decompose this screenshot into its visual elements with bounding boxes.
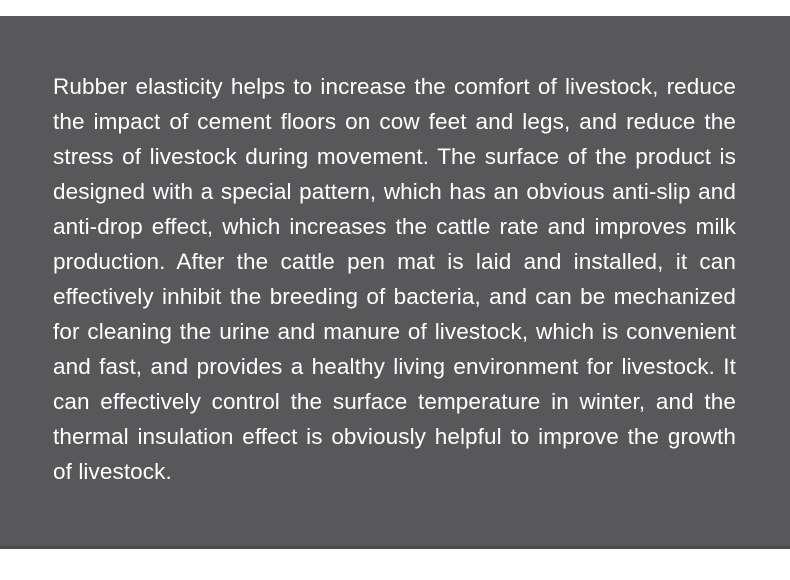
paragraph-line: effectively inhibit the breeding of bacteria, and can be mechanized (53, 284, 736, 309)
product-description-text (53, 69, 736, 489)
paragraph-line: can effectively control the surface temperature in winter, and the (53, 389, 736, 414)
paragraph-line: and fast, and provides a healthy living environment for livestock. It (53, 354, 736, 379)
paragraph-line: for cleaning the urine and manure of livestock, which is convenient (53, 319, 736, 344)
paragraph-line: designed with a special pattern, which has an obvious anti-slip and (53, 179, 736, 204)
paragraph-line: production. After the cattle pen mat is laid and installed, it can (53, 249, 736, 274)
paragraph-line: stress of livestock during movement. The surface of the product is (53, 144, 736, 169)
paragraph-line: the impact of cement floors on cow feet and legs, and reduce the (53, 109, 736, 134)
paragraph-line: anti-drop effect, which increases the cattle rate and improves milk (53, 214, 736, 239)
paragraph-line-last: of livestock. (53, 459, 172, 484)
description-panel (0, 16, 790, 549)
paragraph-line: Rubber elasticity helps to increase the comfort of livestock, reduce (53, 74, 736, 99)
paragraph-line: thermal insulation effect is obviously helpful to improve the growth (53, 424, 736, 449)
